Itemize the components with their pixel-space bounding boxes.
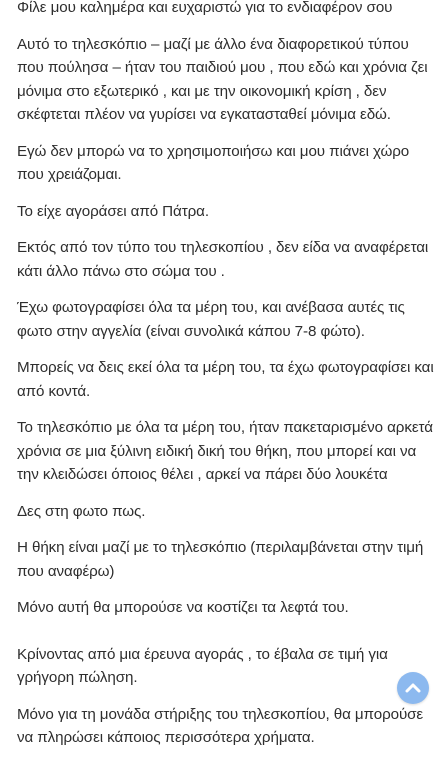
blank-line	[17, 633, 437, 643]
message-paragraph: Η θήκη είναι μαζί με το τηλεσκόπιο (περιλαμβάνεται στην τιμή που αναφέρω)	[17, 539, 424, 580]
chevron-up-icon	[404, 679, 422, 697]
message-paragraph: Αυτό το τηλεσκόπιο – μαζί με άλλο ένα διαφορετικού τύπου που πούλησα – ήταν του παιδιού μου , που εδώ και χρόνια ζει μόνιμα στο εξωτερικό , και με την οικονομική κρίση , δεν σκέφτεται πλέον να γυρίσει να εγκατασταθεί μόνιμα εδώ.	[17, 35, 428, 123]
message-paragraph: Μπορείς να δεις εκεί όλα τα μέρη του, τα έχω φωτογραφίσει και από κοντά.	[17, 359, 434, 400]
message-body	[17, 0, 437, 763]
message-paragraph: Το είχε αγοράσει από Πάτρα.	[17, 202, 209, 220]
message-paragraph: Εγώ δεν μπορώ να το χρησιμοποιήσω και μου πιάνει χώρο που χρειάζομαι.	[17, 142, 410, 183]
message-paragraph: Έχω φωτογραφίσει όλα τα μέρη του, και ανέβασα αυτές τις φωτο στην αγγελία (είναι συνολικά κάπου 7-8 φώτο).	[17, 299, 405, 340]
message-paragraph: Κρίνοντας από μια έρευνα αγοράς , το έβαλα σε τιμή για γρήγορη πώληση.	[17, 645, 388, 686]
scroll-to-top-button[interactable]	[397, 672, 429, 704]
message-paragraph: Φίλε μου καλημέρα και ευχαριστώ για το ενδιαφέρον σου	[17, 0, 393, 16]
message-paragraph: Δες στη φωτο πως.	[17, 502, 146, 520]
message-paragraph: Το τηλεσκόπιο με όλα τα μέρη του, ήταν πακεταρισμένο αρκετά χρόνια σε μια ξύλινη ειδική δική του θήκη, που μπορεί και να την κλειδώσει όποιος θέλει , αρκεί να πάρει δύο λουκέτα	[17, 419, 433, 483]
message-paragraph: Μόνο για τη μονάδα στήριξης του τηλεσκοπίου, θα μπορούσε να πληρώσει κάποιος περισσότερα χρήματα.	[17, 705, 424, 746]
message-paragraph: Μόνο αυτή θα μπορούσε να κοστίζει τα λεφτά του.	[17, 599, 349, 616]
message-paragraph: Εκτός από τον τύπο του τηλεσκοπίου , δεν είδα να αναφέρεται κάτι άλλο πάνω στο σώμα του .	[17, 239, 429, 280]
